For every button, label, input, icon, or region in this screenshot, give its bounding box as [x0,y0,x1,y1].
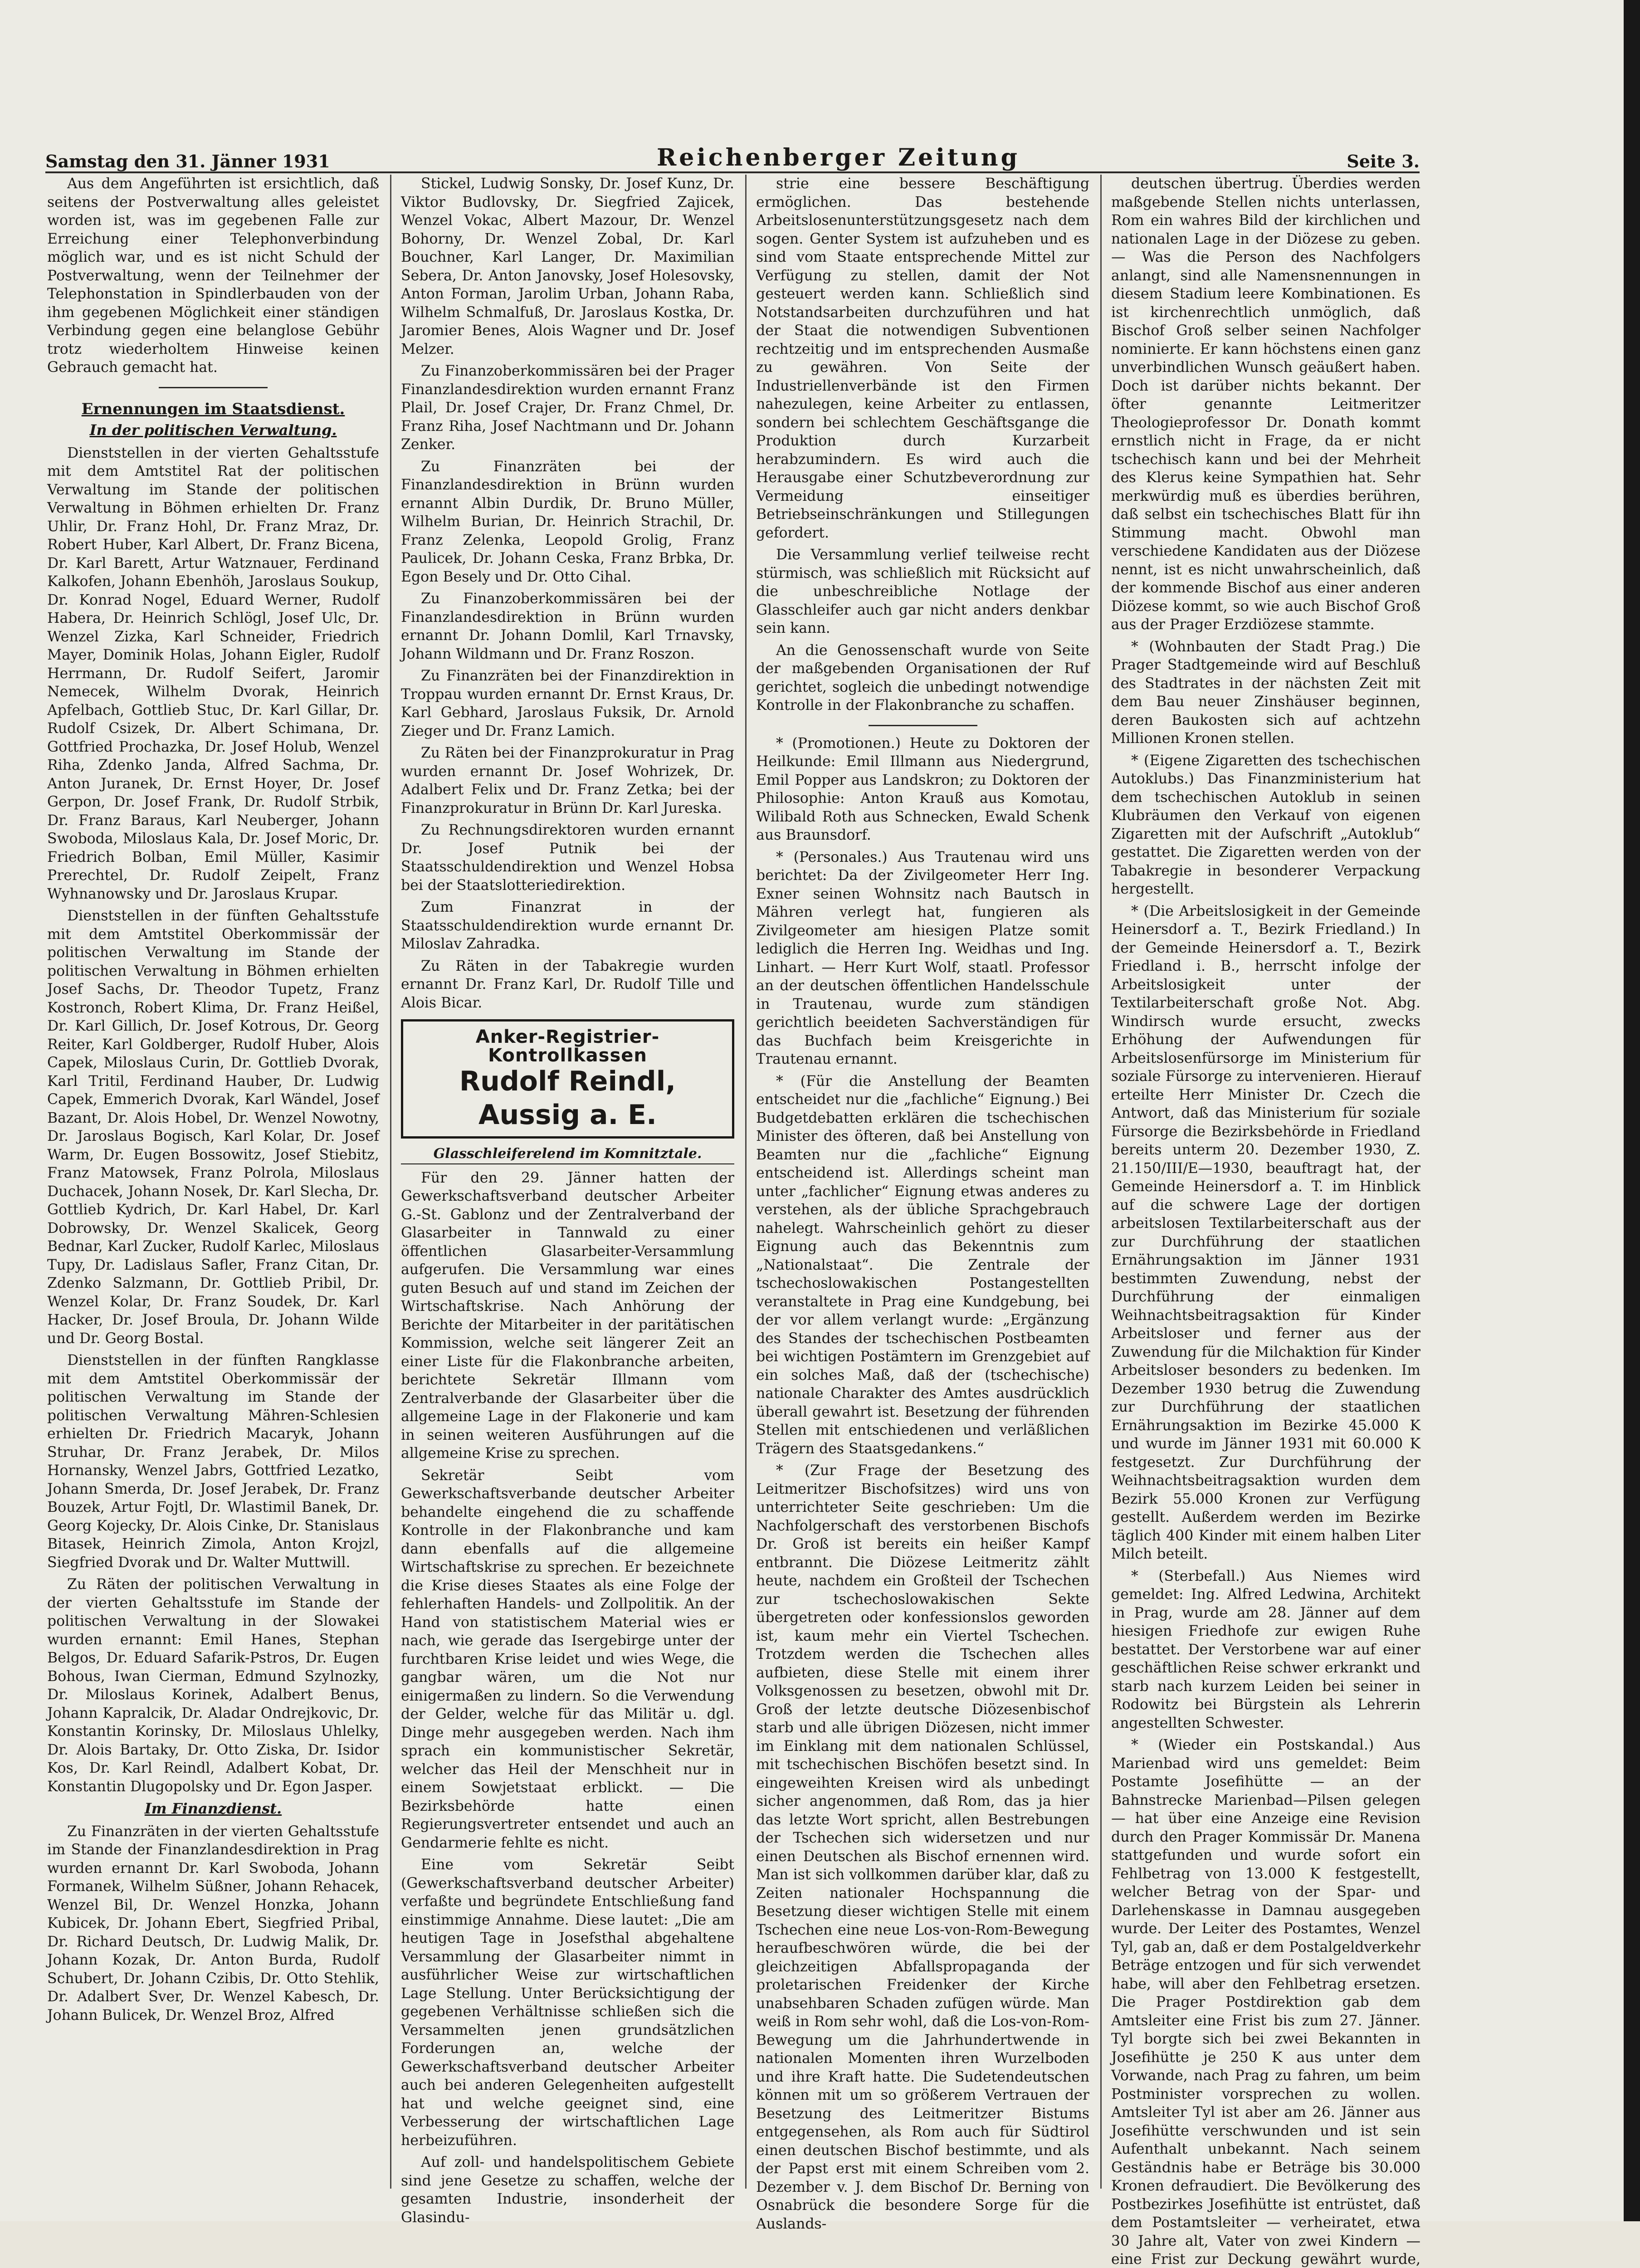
section-heading: Ernennungen im Staatsdienst. [81,400,345,418]
header-date: Samstag den 31. Jänner 1931 [45,151,330,171]
subsection-heading: In der politischen Verwaltung. [89,421,337,439]
page-header [45,135,1420,173]
scanner-edge [1624,0,1640,2221]
news-item: * (Sterbefall.) Aus Niemes wird gemeldet: Ing. Alfred Ledwina, Architekt in Prag, wurde am 28. Jänner auf dem hiesigen Friedhofe zur ewigen Ruhe bestattet. Der Verstorbene war auf einer geschäftlichen Reise schwer erkrankt und starb nach kurzem Leiden bei seiner in Rodowitz bei Bürgstein als Lehrerin angestellten Schwester. [1111,1568,1420,1731]
news-item: * (Zur Frage der Besetzung des Leitmeritzer Bischofsitzes) wird uns von unterrichteter Seite geschrieben: Um die Nachfolgerschaft des verstorbenen Bischofs Dr. Groß ist bereits ein heißer Kampf entbrannt. Die Diözese Leitmeritz zählt heute, nachdem ein Großteil der Tschechen zur tschechoslowakischen Sekte übergetreten oder konfessionslos geworden ist, kaum mehr ein Viertel Tschechen. Trotzdem werden die Tschechen alles aufbieten, diese Stelle mit einem ihrer Volksgenossen zu besetzen, obwohl mit Dr. Groß der letzte deutsche Diözesenbischof starb und alle übrigen Diözesen, nicht immer im Einklang mit dem nationalen Schlüssel, mit tschechischen Bischöfen besetzt sind. In eingeweihten Kreisen wird als unbedingt sicher angenommen, daß Rom, das ja hier das letzte Wort spricht, allen Bestrebungen der Tschechen sich widersetzen und nur einen Deutschen als Bischof ernennen wird. Man ist sich vollkommen darüber klar, daß zu Zeiten nationaler Hochspannung die Besetzung dieser wichtigen Stelle mit einem Tschechen eine neue Los-von-Rom-Bewegung heraufbeschwören würde, die bei der gleichzeitigen Abfallspropaganda der proletarischen Freidenker der Kirche unabsehbaren Schaden zufügen würde. Man weiß in Rom sehr wohl, daß die Los-von-Rom-Bewegung um die Jahrhundertwende in nationalen Momenten ihren Wurzelboden und ihre Kraft hatte. Die Sudetendeutschen können mit um so größerem Vertrauen der Besetzung des Leitmeritzer Bistums entgegensehen, als Rom auch für Südtirol einen deutschen Bischof bestimmte, und als der Papst erst mit einem Schreiben vom 2. Dezember v. J. dem Bischof Dr. Berning von Osnabrück die besondere Sorge für die Auslands- [756,1462,1089,2232]
article-paragraph: Zu Rechnungsdirektoren wurden ernannt Dr. Josef Putnik bei der Staatsschuldendirektion und Wenzel Hobsa bei der Staatslotteriedirektion. [401,822,734,894]
article-paragraph: Eine vom Sekretär Seibt (Gewerkschaftsverband deutscher Arbeiter) verfaßte und begründete Entschließung fand einstimmige Annahme. Diese lautet: „Die am heutigen Tage in Josefsthal abgehaltene Versammlung der Glasarbeiter nimmt in ausführlicher Weise zur wirtschaftlichen Lage Stellung. Unter Berücksichtigung der gegebenen Verhältnisse schließen sich die Versammelten jenen grundsätzlichen Forderungen an, welche der Gewerkschaftsverband deutscher Arbeiter auch bei anderen Gelegenheiten aufgestellt hat und welche geeignet sind, eine Verbesserung der wirtschaftlichen Lage herbeizuführen. [401,1857,734,2149]
article-paragraph: Zu Finanzoberkommissären bei der Prager Finanzlandesdirektion wurden ernannt Franz Plail, Dr. Josef Crajer, Dr. Franz Chmel, Dr. Franz Riha, Josef Nachtmann und Dr. Johann Zenker. [401,363,734,453]
news-item: * (Promotionen.) Heute zu Doktoren der Heilkunde: Emil Illmann aus Niedergrund, Emil Popper aus Landskron; zu Doktoren der Philosophie: Anton Krauß aus Komotau, Wilibald Roth aus Schnecken, Ewald Schenk aus Braunsdorf. [756,735,1089,843]
news-item: * (Wohnbauten der Stadt Prag.) Die Prager Stadtgemeinde wird auf Beschluß des Stadtrates in der nächsten Zeit mit dem Bau neuer Zinshäuser beginnen, deren Baukosten sich auf achtzehn Millionen Kronen stellen. [1111,638,1420,747]
page-number: Seite 3. [1347,151,1420,171]
article-paragraph: Zu Finanzräten bei der Finanzlandesdirektion in Brünn wurden ernannt Albin Durdik, Dr. Bruno Müller, Wilhelm Burian, Dr. Heinrich Strachil, Dr. Franz Zelenka, Leopold Grolig, Franz Paulicek, Dr. Johann Ceska, Franz Brbka, Dr. Egon Besely und Dr. Otto Cihal. [401,458,734,585]
article-paragraph: Zu Finanzoberkommissären bei der Finanzlandesdirektion in Brünn wurden ernannt Dr. Johann Domlil, Karl Trnavsky, Johann Wildmann und Dr. Franz Roszon. [401,591,734,662]
newspaper-title: Reichenberger Zeitung [656,144,1020,171]
article-paragraph: strie eine bessere Beschäftigung ermöglichen. Das bestehende Arbeitslosenunterstützungsgesetz nach dem sogen. Genter System ist aufzuheben und es sind vom Staate entsprechende Mittel zur Verfügung zu stellen, damit der Not gesteuert werden kann. Schließlich sind Notstandsarbeiten durchzuführen und hat der Staat die notwendigen Subventionen rechtzeitig und im entsprechenden Ausmaße zu gewähren. Von Seite der Industriellenverbände ist den Firmen nahezulegen, keine Arbeiter zu entlassen, sondern bei schlechtem Geschäftsgange die Produktion durch Kurzarbeit herabzumindern. Es wird auch die Herausgabe einer Schutzbeverordnung zur Vermeidung einseitiger Betriebseinschränkungen und Stillegungen gefordert. [756,176,1089,541]
subsection-heading: Im Finanzdienst. [144,1800,282,1817]
column-rule [1100,175,1102,2189]
article-paragraph: Zu Räten bei der Finanzprokuratur in Prag wurden ernannt Dr. Josef Wohrizek, Dr. Adalbert Felix und Dr. Franz Zetka; bei der Finanzprokuratur in Brünn Dr. Karl Jureska. [401,745,734,816]
news-item: * (Wieder ein Postskandal.) Aus Marienbad wird uns gemeldet: Beim Postamte Josefihütte — an der Bahnstrecke Marienbad—Pilsen gelegen — hat über eine Anzeige eine Revision durch den Prager Kommissär Dr. Manena stattgefunden und wurde sofort ein Fehlbetrag von 13.000 K festgestellt, welcher Betrag von der Spar- und Darlehenskasse in Damnau ausgegeben wurde. Der Leiter des Postamtes, Wenzel Tyl, gab an, daß er dem Postalgeldverkehr Beträge entzogen und für sich verwendet habe, will aber den Fehlbetrag ersetzen. Die Prager Postdirektion gab dem Amtsleiter eine Frist bis zum 27. Jänner. Tyl borgte sich bei zwei Bekannten in Josefihütte je 250 K aus unter dem Vorwande, nach Prag zu fahren, um beim Postminister vorsprechen zu wollen. Amtsleiter Tyl ist aber am 26. Jänner aus Josefihütte verschwunden und ist sein Aufenthalt unbekannt. Nach seinem Geständnis habe er Beträge bis 30.000 Kronen defraudiert. Die Bevölkerung des Postbezirkes Josefihütte ist entrüstet, daß dem Postamtsleiter — verheiratet, etwa 30 Jahre alt, Vater von zwei Kindern — eine Frist zur Deckung gewährt wurde, [1111,1737,1420,2268]
article-paragraph: Zu Finanzräten in der vierten Gehaltsstufe im Stande der Finanzlandesdirektion in Prag wurden ernannt Dr. Karl Swoboda, Johann Formanek, Wilhelm Süßner, Johann Rehacek, Wenzel Bil, Dr. Wenzel Honzka, Johann Kubicek, Dr. Johann Ebert, Siegfried Pribal, Dr. Richard Deutsch, Dr. Ludwig Malik, Dr. Johann Kozak, Dr. Anton Burda, Rudolf Schubert, Dr. Johann Czibis, Dr. Otto Stehlik, Dr. Adalbert Sver, Dr. Wenzel Kabesch, Dr. Johann Bulicek, Dr. Wenzel Broz, Alfred [47,1823,379,2024]
column-1 [47,175,379,2189]
article-paragraph: Zu Finanzräten bei der Finanzdirektion in Troppau wurden ernannt Dr. Ernst Kraus, Dr. Karl Gebhard, Jaroslaus Fuksik, Dr. Arnold Zieger und Dr. Franz Lamich. [401,668,734,739]
article-paragraph: Dienststellen in der vierten Gehaltsstufe mit dem Amtstitel Rat der politischen Verwaltung im Stande der politischen Verwaltung in Böhmen erhielten Dr. Franz Uhlir, Dr. Franz Hohl, Dr. Franz Mraz, Dr. Robert Huber, Karl Albert, Dr. Franz Bicena, Dr. Karl Barett, Artur Watznauer, Ferdinand Kalkofen, Johann Ebenhöh, Jaroslaus Soukup, Dr. Konrad Nogel, Eduard Werner, Rudolf Habera, Dr. Heinrich Schlögl, Josef Ulc, Dr. Wenzel Zizka, Karl Schneider, Friedrich Mayer, Dominik Holas, Johann Eigler, Rudolf Herrmann, Dr. Rudolf Seifert, Jaromir Nemecek, Wilhelm Dvorak, Heinrich Apfelbach, Gottlieb Stuc, Dr. Karl Gillar, Dr. Rudolf Csizek, Dr. Albert Schimana, Dr. Gottfried Prochazka, Dr. Josef Holub, Wenzel Riha, Zdenko Janda, Alfred Sachma, Dr. Anton Juranek, Dr. Ernst Hoyer, Dr. Josef Gerpon, Dr. Josef Frank, Dr. Rudolf Strbik, Dr. Franz Baraus, Karl Neuberger, Johann Swoboda, Miloslaus Kala, Dr. Josef Moric, Dr. Friedrich Bolban, Emil Müller, Kasimir Prerechtel, Dr. Rudolf Zeipelt, Franz Wyhnanowsky und Dr. Jaroslaus Krupar. [47,445,379,902]
column-4 [1111,175,1420,2268]
article-paragraph: Aus dem Angeführten ist ersichtlich, daß seitens der Postverwaltung alles geleistet worden ist, was im gegebenen Falle zur Erreichung einer Telephonverbindung möglich war, und es ist nicht Schuld der Postverwaltung, wenn der Teilnehmer der Telephonstation in Spindlerbauden von der ihm gegebenen Möglichkeit einer ständigen Verbindung gegen eine belanglose Gebühr trotz wiederholtem Hinweise keinen Gebrauch gemacht hat. [47,176,379,376]
divider [159,387,268,388]
column-2 [401,175,734,2226]
article-paragraph: Sekretär Seibt vom Gewerkschaftsverbande deutscher Arbeiter behandelte eingehend die zu schaffende Kontrolle in der Flakonbranche und kam dann ebenfalls auf die allgemeine Wirtschaftskrise zu sprechen. Er bezeichnete die Krise dieses Staates als eine Folge der fehlerhaften Handels- und Zollpolitik. An der Hand von statistischem Material wies er nach, wie gerade das Isergebirge unter der furchtbaren Krise leidet und wies Wege, die gangbar wären, um die Not nur einigermaßen zu lindern. So die Verwendung der Gelder, welche für das Militär u. dgl. Dinge mehr ausgegeben werden. Nach ihm sprach ein kommunistischer Sekretär, welcher das Heil der Menschheit nur in einem Sowjetstaat erblickt. — Die Bezirksbehörde hatte einen Regierungsvertreter entsendet und auch an Gendarmerie fehlte es nicht. [401,1467,734,1851]
article-paragraph: Zu Räten der politischen Verwaltung in der vierten Gehaltsstufe im Stande der politischen Verwaltung in der Slowakei wurden ernannt: Emil Hanes, Stephan Belgos, Dr. Eduard Safarik-Pstros, Dr. Eugen Bohous, Iwan Cierman, Edmund Szylnozky, Dr. Miloslaus Korinek, Adalbert Benus, Johann Kapralcik, Dr. Aladar Ondrejkovic, Dr. Konstantin Korinsky, Dr. Miloslaus Uhlelky, Dr. Alois Bartaky, Dr. Otto Ziska, Dr. Isidor Kos, Dr. Karl Reindl, Adalbert Kobat, Dr. Konstantin Dlugopolsky und Dr. Egon Jasper. [47,1576,379,1795]
article-paragraph: Dienststellen in der fünften Gehaltsstufe mit dem Amtstitel Oberkommissär der politischen Verwaltung im Stande der politischen Verwaltung in Böhmen erhielten Josef Sachs, Dr. Theodor Tupetz, Franz Kostronch, Robert Klima, Dr. Franz Heißel, Dr. Karl Gillich, Dr. Josef Kotrous, Dr. Georg Reiter, Karl Goldberger, Rudolf Huber, Alois Capek, Miloslaus Curin, Dr. Gottlieb Dvorak, Karl Tritil, Ferdinand Hauber, Dr. Ludwig Capek, Emmerich Dvorak, Karl Wändel, Josef Bazant, Dr. Alois Hobel, Dr. Wenzel Nowotny, Dr. Jaroslaus Bogisch, Karl Kolar, Dr. Josef Warm, Dr. Eugen Bossowitz, Josef Stiebitz, Franz Matowsek, Franz Polrola, Miloslaus Duchacek, Johann Nosek, Dr. Karl Slecha, Dr. Gottlieb Kydrich, Dr. Karl Habel, Dr. Karl Dobrowsky, Dr. Wenzel Skalicek, Georg Bednar, Karl Zucker, Rudolf Karlec, Miloslaus Tupy, Dr. Ladislaus Safler, Franz Citan, Dr. Zdenko Salzmann, Dr. Gottlieb Pribil, Dr. Wenzel Kolar, Dr. Franz Soudek, Dr. Karl Hacker, Dr. Josef Broula, Dr. Johann Wilde und Dr. Georg Bostal. [47,908,379,1347]
article-paragraph: Für den 29. Jänner hatten der Gewerkschaftsverband deutscher Arbeiter G.-St. Gablonz und der Zentralverband der Glasarbeiter in Tannwald zu einer öffentlichen Glasarbeiter-Versammlung aufgerufen. Die Versammlung war eines guten Besuch auf und stand im Zeichen der Wirtschaftskrise. Nach Anhörung der Berichte der Mitarbeiter in der paritätischen Kommission, welche seit längerer Zeit an einer Liste für die Flakonbranche arbeiten, berichtete Sekretär Illmann vom Zentralverbande der Glasarbeiter über die allgemeine Lage in der Flakonerie und kam in seinen weiteren Ausführungen auf die allgemeine Krise zu sprechen. [401,1169,734,1461]
article-headline: Glasschleiferelend im Komnitztale. [401,1145,734,1164]
divider [869,725,977,726]
article-paragraph: Zu Räten in der Tabakregie wurden ernannt Dr. Franz Karl, Dr. Rudolf Tille und Alois Bicar. [401,958,734,1011]
article-paragraph: Stickel, Ludwig Sonsky, Dr. Josef Kunz, Dr. Viktor Budlovsky, Dr. Siegfried Zajicek, Wenzel Vokac, Albert Mazour, Dr. Wenzel Bohorny, Dr. Wenzel Zobal, Dr. Karl Bouchner, Karl Langer, Dr. Maximilian Sebera, Dr. Anton Janovsky, Josef Holesovsky, Anton Forman, Jarolim Urban, Johann Raba, Wilhelm Schmalfuß, Dr. Jaroslaus Kostka, Dr. Jaromier Benes, Alois Wagner und Dr. Josef Melzer. [401,176,734,357]
article-paragraph: Dienststellen in der fünften Rangklasse mit dem Amtstitel Oberkommissär der politischen Verwaltung im Stande der politischen Verwaltung Mähren-Schlesien erhielten Dr. Friedrich Macaryk, Johann Struhar, Dr. Franz Jerabek, Dr. Milos Hornansky, Wenzel Jabrs, Gottfried Lezatko, Johann Smerda, Dr. Josef Jerabek, Dr. Franz Bouzek, Artur Fojtl, Dr. Wlastimil Banek, Dr. Georg Kojecky, Dr. Alois Cinke, Dr. Stanislaus Bitasek, Heinrich Zimola, Anton Krojzl, Siegfried Dvorak und Dr. Walter Muttwill. [47,1352,379,1571]
news-item: deutschen übertrug. Überdies werden maßgebende Stellen nichts unterlassen, Rom ein wahres Bild der kirchlichen und nationalen Lage in der Diözese zu geben. — Was die Person des Nachfolgers anlangt, sind alle Namensnennungen in diesem Stadium leere Kombinationen. Es ist kirchenrechtlich unmöglich, daß Bischof Groß selber seinen Nachfolger nominierte. Er kann höchstens einen ganz unverbindlichen Wunsch geäußert haben. Doch ist darüber nichts bekannt. Der öfter genannte Leitmeritzer Theologieprofessor Dr. Donath kommt ernstlich nicht in Frage, da er nicht tschechisch kann und bei der Mehrheit des Klerus keine Sympathien hat. Sehr merkwürdig muß es überdies berühren, daß selbst ein tschechisches Blatt für ihn Stimmung macht. Obwohl man verschiedene Kandidaten aus der Diözese nennt, ist es nicht unwahrscheinlich, daß der kommende Bischof aus einer anderen Diözese kommt, so wie auch Bischof Groß aus der Prager Erzdiözese stammte. [1111,176,1420,633]
news-item: * (Personales.) Aus Trautenau wird uns berichtet: Da der Zivilgeometer Herr Ing. Exner seinen Wohnsitz nach Bautsch in Mähren verlegt hat, fungieren als Zivilgeometer am hiesigen Platze somit lediglich die Herren Ing. Weidhas und Ing. Linhart. — Herr Kurt Wolf, staatl. Professor an der deutschen öffentlichen Handelsschule in Trautenau, wurde zum ständigen gerichtlich beeideten Sachverständigen für das Buchfach beim Kreisgerichte in Trautenau ernannt. [756,849,1089,1067]
ad-product: Anker-Registrier-Kontrollkassen [475,1026,660,1066]
article-paragraph: An die Genossenschaft wurde von Seite der maßgebenden Organisationen der Ruf gerichtet, sogleich die unbedingt notwendige Kontrolle in der Flakonbranche zu schaffen. [756,642,1089,714]
article-paragraph: Zum Finanzrat in der Staatsschuldendirektion wurde ernannt Dr. Miloslav Zahradka. [401,899,734,952]
ad-company: Rudolf Reindl, Aussig a. E. [459,1066,676,1131]
news-item: * (Eigene Zigaretten des tschechischen Autoklubs.) Das Finanzministerium hat dem tschechischen Autoklub in seinen Klubräumen den Verkauf von eigenen Zigaretten mit der Aufschrift „Autoklub“ gestattet. Die Zigaretten werden von der Tabakregie in besonderer Verpackung hergestellt. [1111,752,1420,897]
advertisement-box [401,1019,734,1139]
news-item: * (Für die Anstellung der Beamten entscheidet nur die „fachliche“ Eignung.) Bei Budgetdebatten erklären die tschechischen Minister des öfteren, daß bei Anstellung von Beamten nur die „fachliche“ Eignung entscheidend ist. Allerdings scheint man unter „fachlicher“ Eignung etwas anderes zu verstehen, als der übliche Sprachgebrauch nahelegt. Wahrscheinlich gehört zu dieser Eignung auch das Bekenntnis zum „Nationalstaat“. Die Zentrale der tschechoslowakischen Postangestellten veranstaltete in Prag eine Kundgebung, bei der vor allem verlangt wurde: „Ergänzung des Standes der tschechischen Postbeamten bei wichtigen Postämtern im Grenzgebiet auf ein solches Maß, daß der (tschechische) nationale Charakter des Amtes ausdrücklich überall gewahrt ist. Besetzung der führenden Stellen mit entschiedenen und verläßlichen Trägern des Staatsgedankens.“ [756,1073,1089,1457]
column-rule [390,175,391,2189]
article-paragraph: Die Versammlung verlief teilweise recht stürmisch, was schließlich mit Rücksicht auf die unbeschreibliche Notlage der Glasschleifer auch gar nicht anders denkbar sein kann. [756,547,1089,636]
article-paragraph: Auf zoll- und handelspolitischem Gebiete sind jene Gesetze zu schaffen, welche der gesamten Industrie, insonderheit der Glasindu- [401,2154,734,2226]
news-item: * (Die Arbeitslosigkeit in der Gemeinde Heinersdorf a. T., Bezirk Friedland.) In der Gemeinde Heinersdorf a. T., Bezirk Friedland i. B., herrscht infolge der Arbeitslosigkeit unter der Textilarbeiterschaft große Not. Abg. Windirsch wurde ersucht, zwecks Erhöhung der Aufwendungen für Arbeitslosenfürsorge im Ministerium für soziale Fürsorge zu intervenieren. Hierauf erteilte Herr Minister Dr. Czech die Antwort, daß das Ministerium für soziale Fürsorge die Bezirksbehörde in Friedland bereits unterm 20. Dezember 1930, Z. 21.150/III/E—1930, beauftragt hat, der Gemeinde Heinersdorf a. T. im Hinblick auf die schwere Lage der dortigen arbeitslosen Textilarbeiterschaft aus der zur Durchführung der staatlichen Ernährungsaktion im Jänner 1931 bestimmten Zuwendung, nebst der Durchführung der einmaligen Weihnachtsbeitragsaktion für Kinder Arbeitsloser und ferner aus der Zuwendung für die Milchaktion für Kinder Arbeitsloser besonders zu bedenken. Im Dezember 1930 betrug die Zuwendung zur Durchführung der staatlichen Ernährungsaktion im Bezirke 45.000 K und wurde im Jänner 1931 mit 60.000 K festgesetzt. Zur Durchführung der Weihnachtsbeitragsaktion wurden dem Bezirk 55.000 Kronen zur Verfügung gestellt. Außerdem werden im Bezirke täglich 400 Kinder mit einem halben Liter Milch beteilt. [1111,903,1420,1562]
column-rule [745,175,747,2189]
column-3 [756,175,1089,2232]
